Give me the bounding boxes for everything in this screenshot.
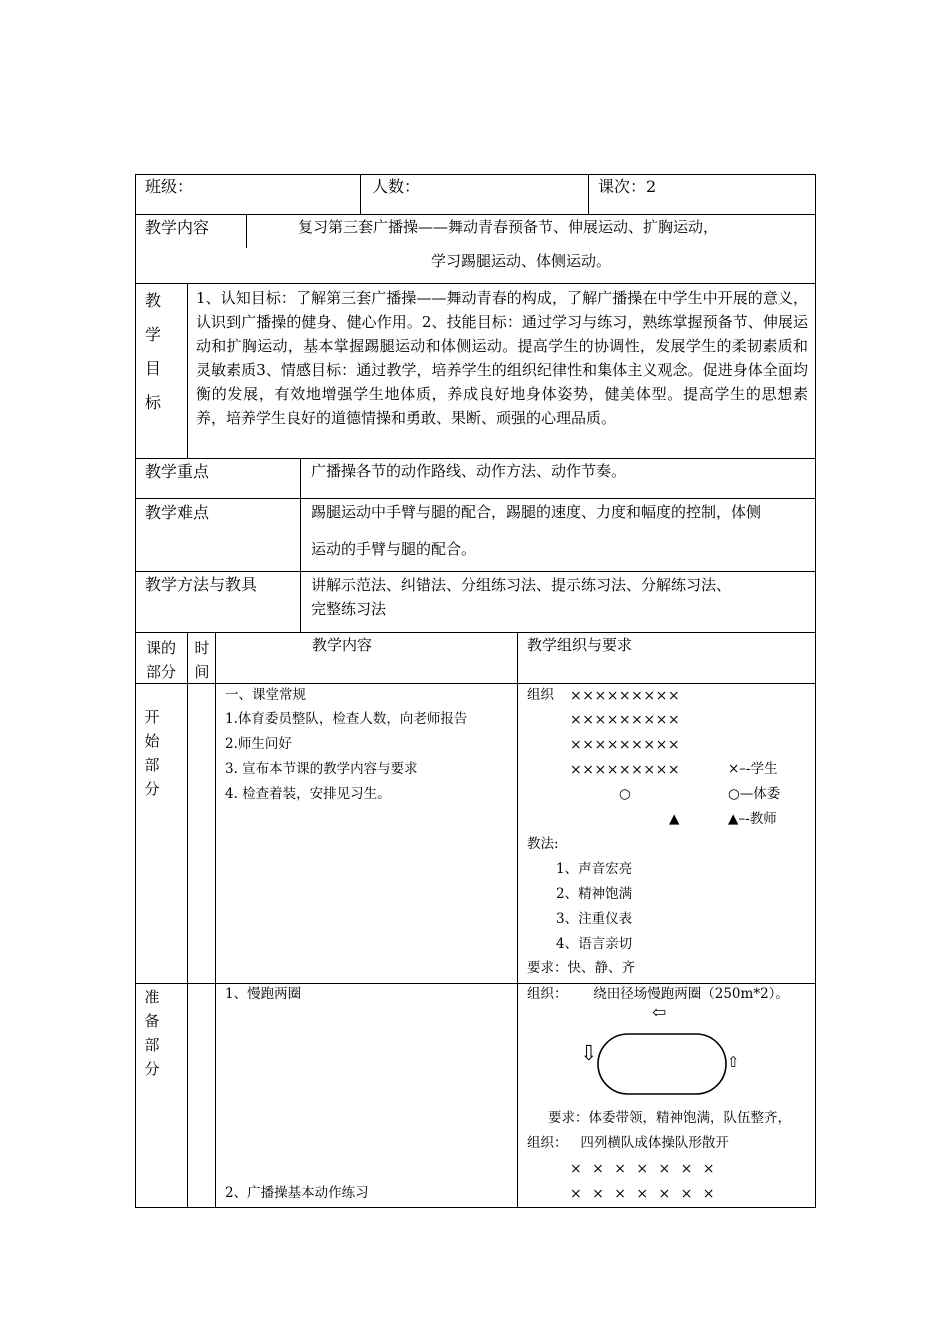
method-item: 1、声音宏亮 xyxy=(556,861,633,877)
col-divider xyxy=(187,283,188,458)
start-section-label: 开始部分 xyxy=(144,708,160,798)
time-header: 时间 xyxy=(194,639,210,681)
arrow-left-icon: ⇦ xyxy=(652,1003,667,1023)
row-divider xyxy=(135,458,816,459)
methods-label: 教学方法与教具 xyxy=(145,575,258,594)
prep-section-label: 准备部分 xyxy=(144,988,160,1078)
arrow-up-icon: ⇧ xyxy=(727,1053,740,1071)
lesson-number-label: 课次：2 xyxy=(598,177,657,196)
row-divider xyxy=(135,571,816,572)
start-item: 4. 检查着装，安排见习生。 xyxy=(225,786,391,802)
col-divider xyxy=(588,174,589,214)
org-label: 组织 xyxy=(527,687,554,703)
row-divider xyxy=(135,683,816,684)
content-line-2: 学习踢腿运动、体侧运动。 xyxy=(431,252,612,270)
part-header: 课的部分 xyxy=(145,639,176,681)
start-requirement: 要求：快、静、齐 xyxy=(527,960,635,976)
prep-item-exercise: 2、广播操基本动作练习 xyxy=(225,1185,369,1201)
formation-row: × × × × × × × xyxy=(570,1186,716,1202)
teacher-marker: ▲ xyxy=(669,811,680,827)
key-points-text: 广播操各节的动作路线、动作方法、动作节奏。 xyxy=(311,462,627,480)
method-item: 4、语言亲切 xyxy=(556,936,633,952)
difficulties-line-1: 踢腿运动中手臂与腿的配合，踢腿的速度、力度和幅度的控制，体侧 xyxy=(311,503,762,521)
difficulties-line-2: 运动的手臂与腿的配合。 xyxy=(311,540,477,558)
goals-text: 1、认知目标：了解第三套广播操——舞动青春的构成，了解广播操在中学生中开展的意义，认识到广播操的健身、健心作用。2、技能目标：通过学习与练习，熟练掌握预备节、伸展运动和扩胸运动，基本掌握踢腿运动和体侧运动。提高学生的协调性，发展学生的柔韧素质和灵敏素质3、情感目标：通过教学，培养学生的组织纪律性和集体主义观念。促进身体全面均衡的发展，有效地增强学生地体质，养成良好地身体姿势，健美体型。提高学生的思想素养，培养学生良好的道德情操和勇敢、果断、顽强的心理品质。 xyxy=(196,289,808,427)
goals-label: 教学目标 xyxy=(144,291,161,412)
difficulties-label: 教学难点 xyxy=(145,503,210,522)
col-divider xyxy=(360,174,361,214)
row-divider xyxy=(135,283,816,284)
method-item: 2、精神饱满 xyxy=(556,886,633,902)
legend-student: ×–-学生 xyxy=(728,761,778,777)
student-row: ××××××××× xyxy=(570,688,681,704)
col-divider xyxy=(246,214,247,248)
start-item: 1.体育委员整队，检查人数，向老师报告 xyxy=(225,711,468,727)
start-item: 一、课堂常规 xyxy=(225,687,306,703)
formation-row: × × × × × × × xyxy=(570,1161,716,1177)
col-divider xyxy=(187,632,188,1208)
row-divider xyxy=(135,632,816,633)
student-count-label: 人数： xyxy=(372,177,421,196)
student-row: ××××××××× xyxy=(570,762,681,778)
content-label: 教学内容 xyxy=(145,218,210,237)
row-divider xyxy=(135,214,816,215)
legend-teacher: ▲–-教师 xyxy=(728,811,777,827)
col-divider xyxy=(215,632,216,1208)
monitor-marker: ○ xyxy=(619,786,631,802)
methods-line-2: 完整练习法 xyxy=(311,600,387,618)
org-header: 教学组织与要求 xyxy=(527,636,633,654)
method-item: 3、注重仪表 xyxy=(556,911,633,927)
row-divider xyxy=(135,983,816,984)
prep-org-formation: 组织： 四列横队成体操队形散开 xyxy=(527,1135,729,1151)
prep-org-jog: 组织： 绕田径场慢跑两圈（250m*2）。 xyxy=(527,986,789,1002)
col-divider xyxy=(300,458,301,632)
student-row: ××××××××× xyxy=(570,712,681,728)
start-item: 3. 宣布本节课的教学内容与要求 xyxy=(225,761,418,777)
running-track-icon xyxy=(578,1030,746,1102)
prep-requirement: 要求：体委带领，精神饱满，队伍整齐， xyxy=(548,1110,791,1126)
key-points-label: 教学重点 xyxy=(145,462,210,481)
content-header: 教学内容 xyxy=(312,636,373,654)
col-divider xyxy=(517,632,518,1208)
start-item: 2.师生问好 xyxy=(225,736,292,752)
methods-line-1: 讲解示范法、纠错法、分组练习法、提示练习法、分解练习法、 xyxy=(311,576,732,594)
content-line-1: 复习第三套广播操——舞动青春预备节、伸展运动、扩胸运动， xyxy=(298,218,719,236)
legend-monitor: ○—体委 xyxy=(728,786,781,802)
row-divider xyxy=(135,498,816,499)
method-label: 教法: xyxy=(527,836,559,852)
student-row: ××××××××× xyxy=(570,737,681,753)
class-label: 班级： xyxy=(145,177,194,196)
prep-item-jog: 1、慢跑两圈 xyxy=(225,986,302,1002)
arrow-down-icon: ⇩ xyxy=(580,1041,598,1065)
